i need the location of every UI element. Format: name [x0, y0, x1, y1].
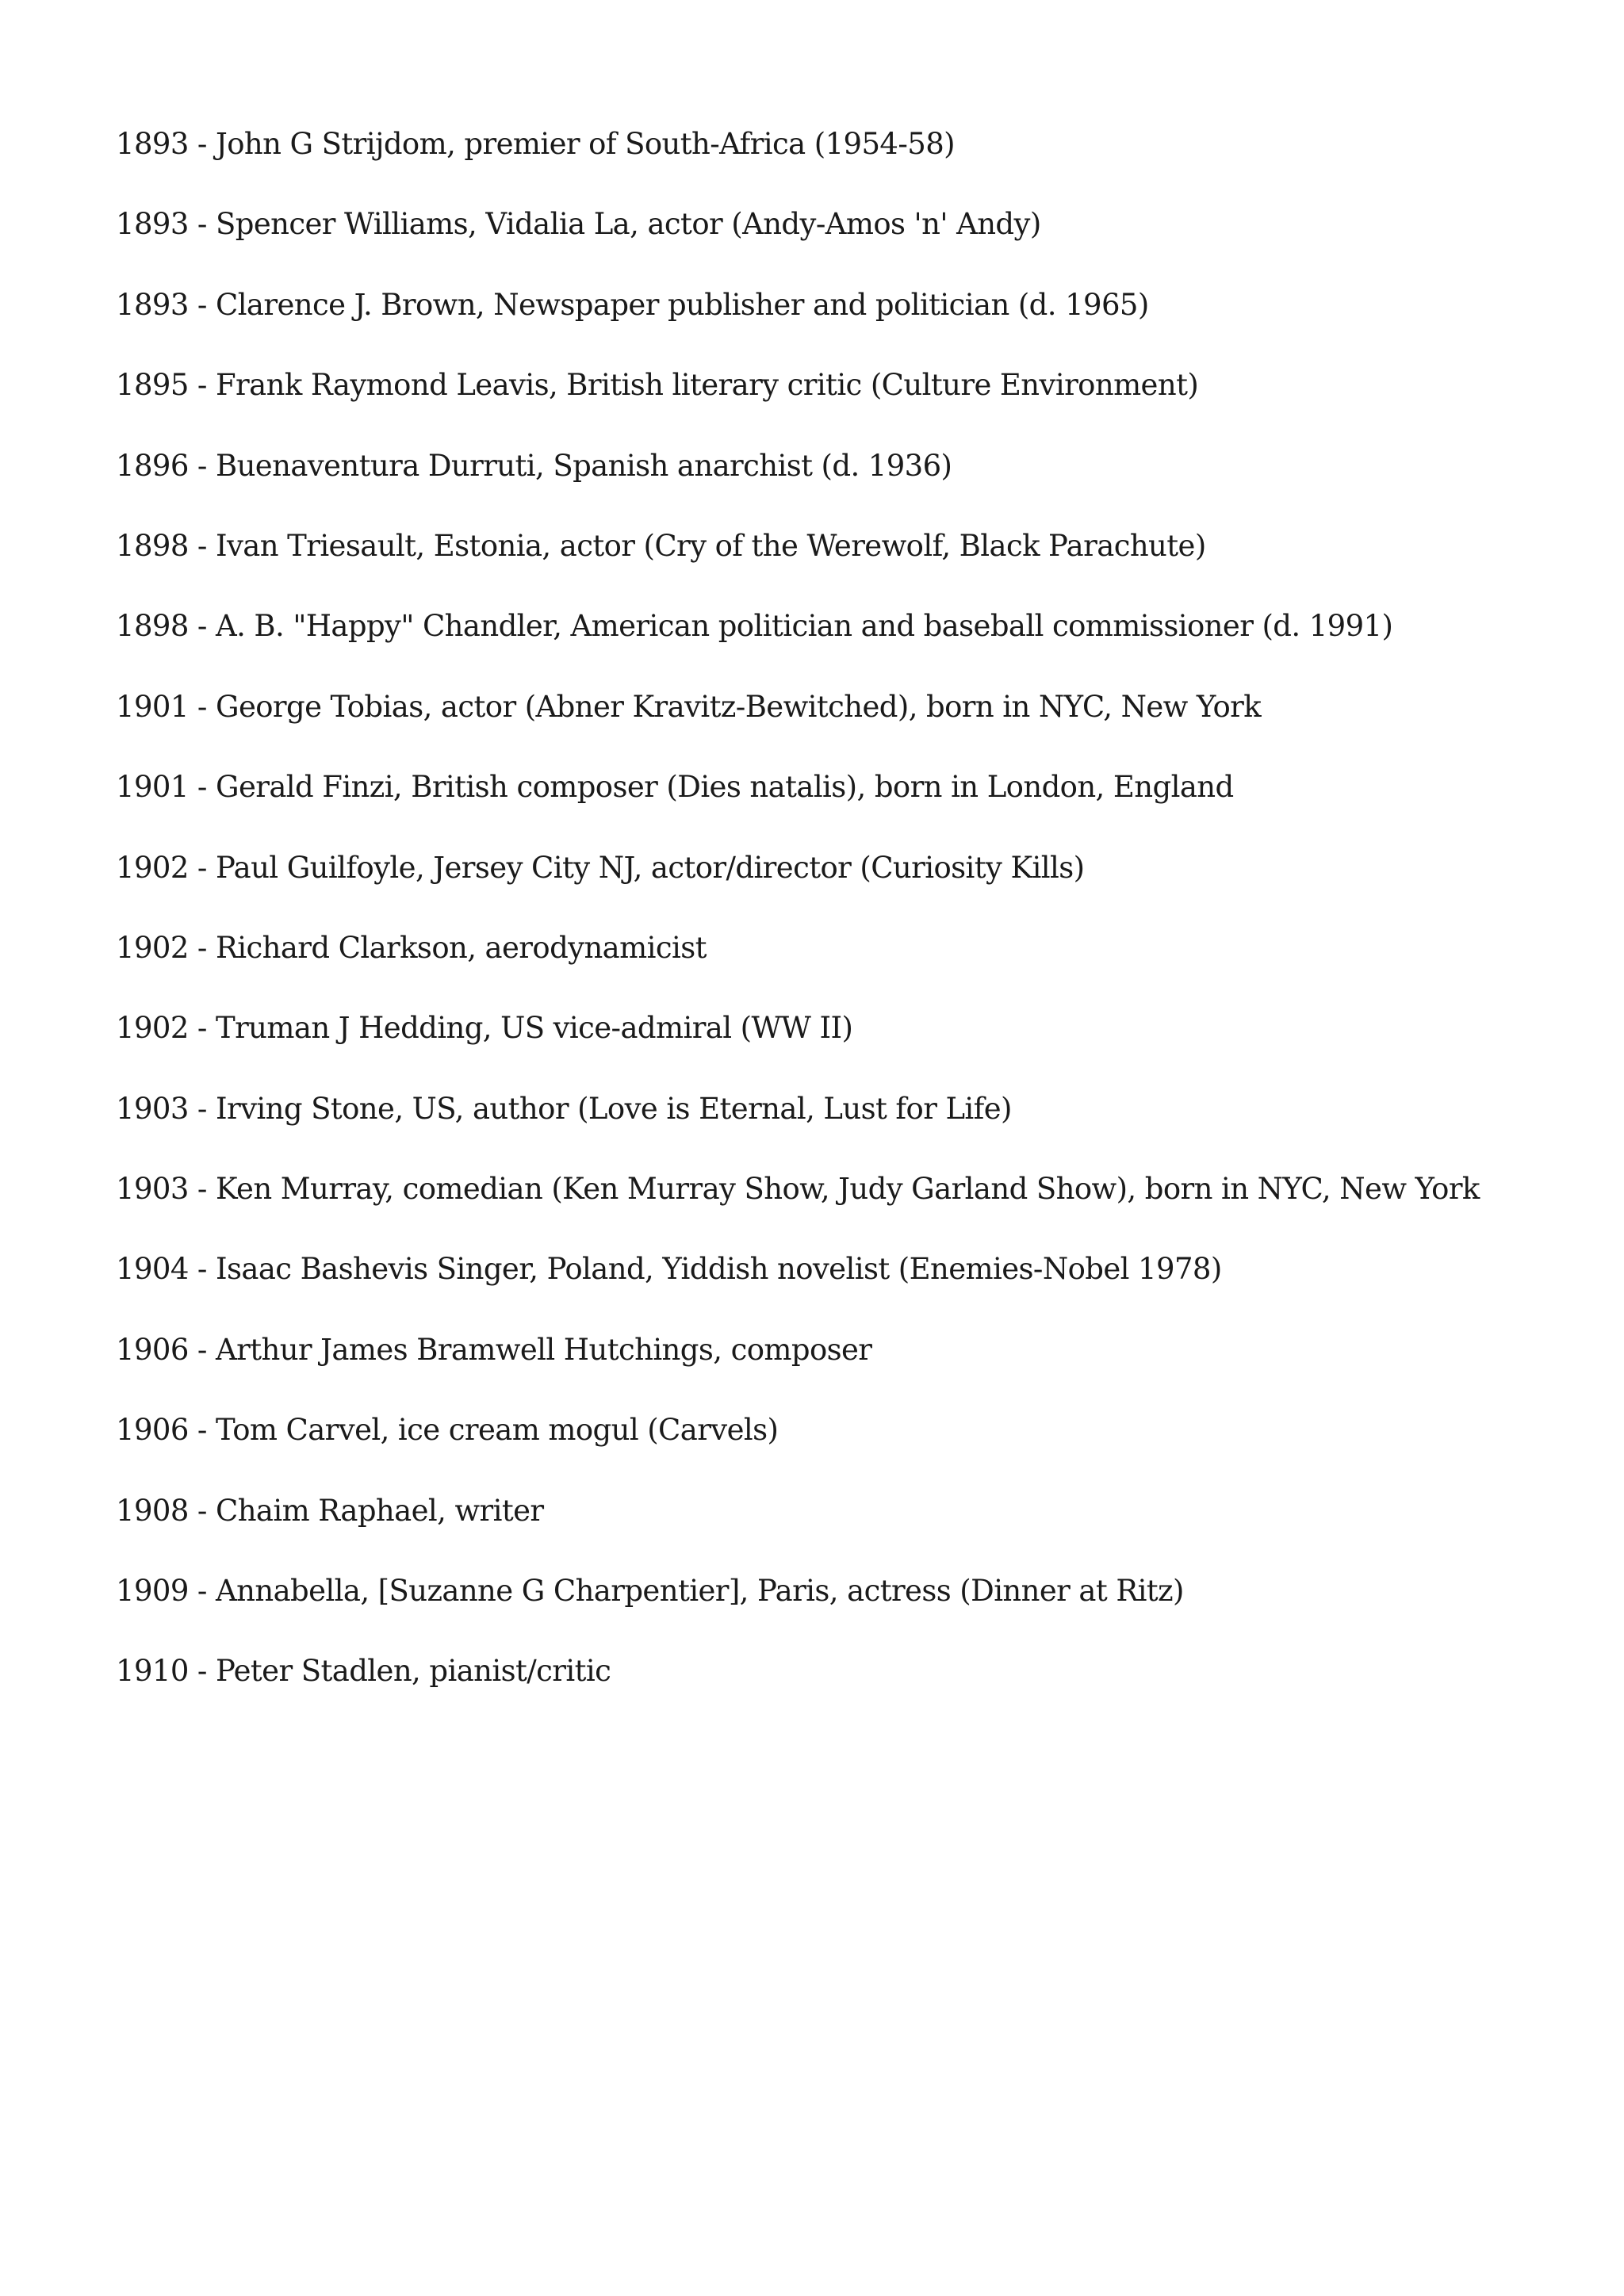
birthday-list [116, 125, 1591, 1733]
list-item: 1906 - Tom Carvel, ice cream mogul (Carvels) [116, 1413, 779, 1448]
list-item: 1895 - Frank Raymond Leavis, British literary critic (Culture Environment) [116, 368, 1199, 403]
list-item: 1902 - Richard Clarkson, aerodynamicist [116, 930, 707, 965]
list-item: 1902 - Paul Guilfoyle, Jersey City NJ, actor/director (Curiosity Kills) [116, 850, 1085, 885]
list-item: 1893 - Clarence J. Brown, Newspaper publisher and politician (d. 1965) [116, 287, 1149, 322]
list-item: 1898 - Ivan Triesault, Estonia, actor (Cry of the Werewolf, Black Parachute) [116, 528, 1206, 563]
list-item: 1903 - Ken Murray, comedian (Ken Murray Show, Judy Garland Show), born in NYC, New York [116, 1172, 1480, 1207]
list-item: 1898 - A. B. "Happy" Chandler, American politician and baseball commissioner (d. 1991) [116, 609, 1393, 644]
list-item: 1902 - Truman J Hedding, US vice-admiral (WW II) [116, 1011, 853, 1046]
list-item: 1906 - Arthur James Bramwell Hutchings, composer [116, 1332, 872, 1367]
list-item: 1893 - John G Strijdom, premier of South-Africa (1954-58) [116, 127, 955, 161]
list-item: 1909 - Annabella, [Suzanne G Charpentier], Paris, actress (Dinner at Ritz) [116, 1574, 1184, 1609]
list-item: 1908 - Chaim Raphael, writer [116, 1493, 544, 1528]
list-item: 1910 - Peter Stadlen, pianist/critic [116, 1654, 611, 1689]
list-item: 1901 - Gerald Finzi, British composer (Dies natalis), born in London, England [116, 770, 1234, 805]
list-item: 1904 - Isaac Bashevis Singer, Poland, Yiddish novelist (Enemies-Nobel 1978) [116, 1252, 1222, 1287]
list-item: 1896 - Buenaventura Durruti, Spanish anarchist (d. 1936) [116, 448, 952, 483]
list-item: 1903 - Irving Stone, US, author (Love is Eternal, Lust for Life) [116, 1091, 1012, 1126]
list-item: 1893 - Spencer Williams, Vidalia La, actor (Andy-Amos 'n' Andy) [116, 207, 1041, 242]
list-item: 1901 - George Tobias, actor (Abner Kravitz-Bewitched), born in NYC, New York [116, 689, 1262, 724]
